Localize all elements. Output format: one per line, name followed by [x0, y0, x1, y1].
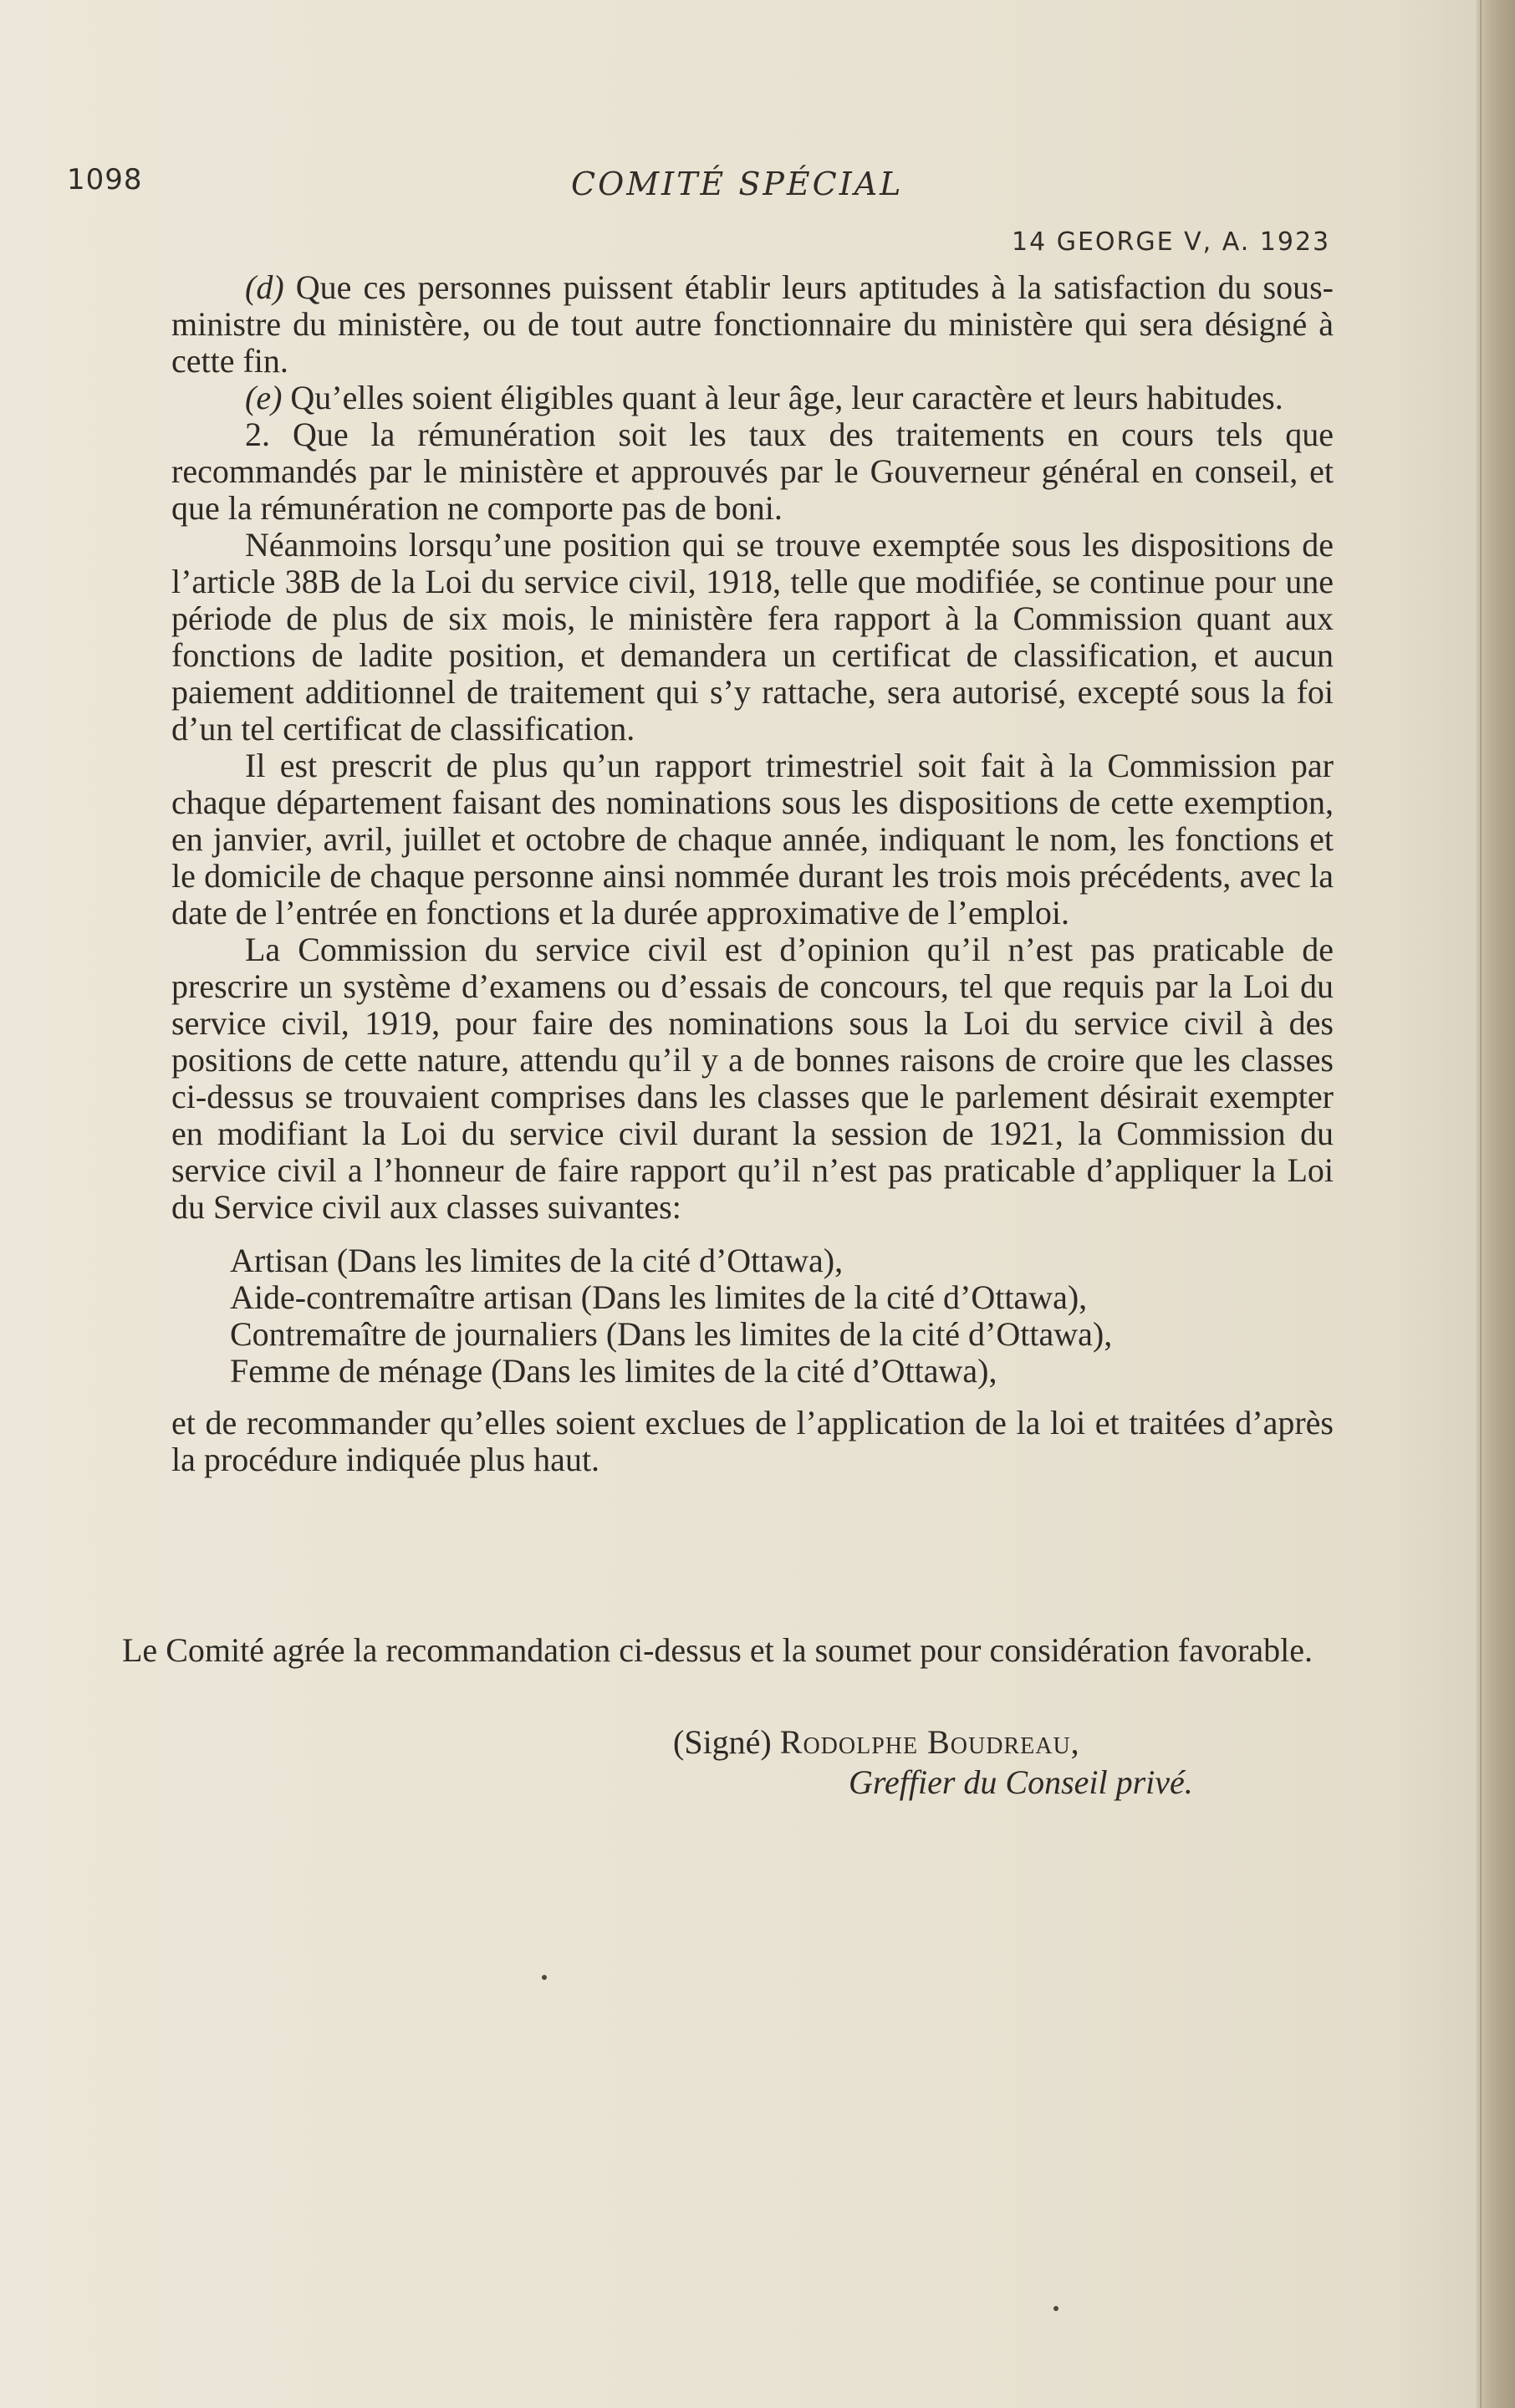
- list-item: Femme de ménage (Dans les limites de la cité d’Ottawa),: [230, 1352, 997, 1390]
- paragraph-marker: (e): [245, 379, 283, 416]
- closing-paragraph: et de recommander qu’elles soient exclues de l’application de la loi et traitées d’après la procédure indiquée plus haut.: [171, 1404, 1334, 1478]
- page-edge-shadow: [1477, 0, 1515, 2408]
- paragraph-text: Qu’elles soient éligibles quant à leur âge, leur caractère et leurs habitudes.: [290, 379, 1283, 416]
- paragraph-text: La Commission du service civil est d’opinion qu’il n’est pas praticable de prescrire un système d’examens ou d’essais de concours, tel que requis par la Loi du service civil, 1919, pour faire des nominations sous la Loi du service civil à des positions de cette nature, attendu qu’il y a de bonnes raisons de croire que les classes ci-dessus se trouvaient comprises dans les classes que le parlement désirait exempter en modifiant la Loi du service civil durant la session de 1921, la Commission du service civil a l’honneur de faire rapport qu’il n’est pas praticable d’appliquer la Loi du Service civil aux classes suivantes:: [171, 931, 1334, 1226]
- paragraph-text: Néanmoins lorsqu’une position qui se trouve exemptée sous les dispositions de l’article 38B de la Loi du service civil, 1918, telle que modifiée, se continue pour une période de plus de six mois, le ministère fera rapport à la Commission quant aux fonctions de ladite position, et demandera un certificat de classification, et aucun paiement additionnel de traitement qui s’y rattache, sera autorisé, excepté sous la foi d’un tel certificat de classification.: [171, 526, 1334, 747]
- signatory-name: Rodolphe Boudreau,: [779, 1723, 1080, 1761]
- signature-prefix: (Signé): [673, 1723, 772, 1761]
- list-item: Aide-contremaître artisan (Dans les limites de la cité d’Ottawa),: [230, 1278, 1088, 1316]
- paragraph-d: [171, 269, 1334, 380]
- paragraph-text: Que ces personnes puissent établir leurs aptitudes à la satisfaction du sous-ministre du ministère, ou de tout autre fonctionnaire du ministère qui sera désigné à cette fin.: [171, 268, 1334, 380]
- signatory-role: Greffier du Conseil privé.: [849, 1763, 1193, 1801]
- paragraph-neanmoins: [171, 527, 1334, 747]
- list-item: Artisan (Dans les limites de la cité d’Ottawa),: [230, 1242, 844, 1279]
- paragraph-marker: (d): [245, 268, 284, 306]
- paragraph-marker: 2.: [245, 416, 270, 453]
- body-text: [171, 269, 1334, 1478]
- page-title: COMITÉ SPÉCIAL: [571, 166, 904, 202]
- page-fold-line: [1480, 0, 1482, 2408]
- paragraph-e: [171, 380, 1334, 416]
- paragraph-2: [171, 416, 1334, 527]
- list-item: Contremaître de journaliers (Dans les limites de la cité d’Ottawa),: [230, 1315, 1113, 1353]
- conclusion-text: Le Comité agrée la recommandation ci-dessus et la soumet pour considération favorable.: [122, 1631, 1313, 1669]
- session-label: 14 GEORGE V, A. 1923: [1012, 227, 1331, 257]
- ink-speck: [1053, 2306, 1058, 2311]
- signature-block: [673, 1722, 1193, 1803]
- paragraph-text: Il est prescrit de plus qu’un rapport trimestriel soit fait à la Commission par chaque département faisant des nominations sous les dispositions de cette exemption, en janvier, avril, juillet et octobre de chaque année, indiquant le nom, les fonctions et le domicile de chaque personne ainsi nommée durant les trois mois précédents, avec la date de l’entrée en fonctions et la durée approximative de l’emploi.: [171, 747, 1334, 931]
- classes-list: [230, 1242, 1334, 1390]
- ink-speck: [542, 1975, 547, 1980]
- paragraph-commission-opinion: [171, 931, 1334, 1226]
- paragraph-text: Que la rémunération soit les taux des traitements en cours tels que recommandés par le ministère et approuvés par le Gouverneur général en conseil, et que la rémunération ne comporte pas de boni.: [171, 416, 1334, 527]
- committee-conclusion: [109, 1632, 1313, 1669]
- paragraph-rapport-trimestriel: [171, 747, 1334, 931]
- page-number: 1098: [67, 163, 143, 196]
